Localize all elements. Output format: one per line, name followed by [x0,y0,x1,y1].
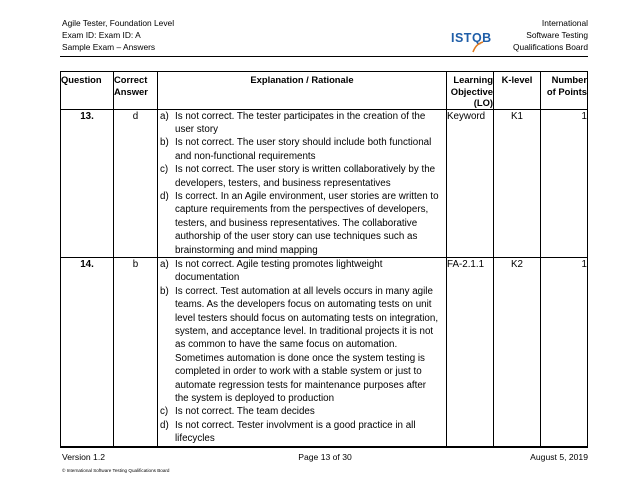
option-text: Is correct. Test automation at all levels occurs in many agile teams. As the developers focus on automating tests on unit level testers should focus on automating tests on integration, system, and acceptance level. In traditional projects it is not as common to have the same focus on automation. Sometimes automation is done once the system testing is completed in order to work with a stable system or just to automate regression tests for maintenance purposes after the system is deployed to production [175,285,439,405]
footer-date: August 5, 2019 [530,452,588,462]
header-left-line: Sample Exam – Answers [62,42,156,52]
option-text: Is not correct. The user story should include both functional and non-functional requirements [175,137,432,162]
option-letter: c) [160,406,169,418]
option-text: Is not correct. Agile testing promotes lightweight documentation [175,258,383,284]
option-item [158,405,446,418]
explanation-cell [158,257,447,446]
option-text: Is not correct. The tester participates in the creation of the user story [175,110,426,135]
option-item [158,258,446,285]
k-level: K1 [494,109,541,257]
question-number: 13. [61,109,114,257]
footer-divider [60,447,588,448]
option-letter: a) [160,258,169,270]
option-item [158,136,446,163]
header-divider [60,56,588,57]
option-item [158,190,446,257]
correct-answer: b [114,257,158,446]
option-text: Is not correct. The team decides [175,406,315,418]
option-item [158,163,446,190]
option-text: Is correct. In an Agile environment, user stories are written to capture requirements from the perspectives of developers, testers, and business representatives. The collaborative authorship of the user story can use techniques such as brainstorming and mind mapping [175,190,439,256]
header-right-line: International [541,18,588,28]
header-left [62,17,174,53]
footer-version: Version 1.2 [62,452,105,462]
answers-table [60,71,588,447]
table-row [61,257,588,446]
option-letter: a) [160,110,169,122]
option-item [158,110,446,137]
col-question: Question [61,72,114,110]
question-number: 14. [61,257,114,446]
option-letter: d) [160,419,169,431]
learning-objective: Keyword [447,109,494,257]
header-right-line: Software Testing [526,30,588,40]
learning-objective: FA-2.1.1 [447,257,494,446]
k-level: K2 [494,257,541,446]
option-letter: d) [160,190,169,202]
header-right [513,17,588,53]
istqb-logo [451,29,503,51]
option-letter: c) [160,164,169,176]
option-text: Is not correct. Tester involvment is a good practice in all lifecycles [175,419,416,445]
col-explanation: Explanation / Rationale [158,72,447,110]
table-header-row [61,72,588,110]
points: 1 [541,109,588,257]
header-left-line: Exam ID: Exam ID: A [62,30,141,40]
col-points: Number of Points [541,72,588,110]
col-learning-objective: Learning Objective (LO) [447,72,494,110]
correct-answer: d [114,109,158,257]
option-text: Is not correct. The user story is written collaboratively by the developers, testers, and business representatives [175,164,436,189]
table-row [61,109,588,257]
col-correct-answer: Correct Answer [114,72,158,110]
option-letter: b) [160,137,169,149]
header-left-line: Agile Tester, Foundation Level [62,18,175,28]
footer-page-number: Page 13 of 30 [298,452,352,462]
option-letter: b) [160,285,169,297]
points: 1 [541,257,588,446]
logo-text: ISTQB [451,31,492,45]
option-item [158,419,446,446]
logo-swoosh-icon [471,41,485,53]
option-item [158,285,446,406]
explanation-cell [158,109,447,257]
col-k-level: K-level [494,72,541,110]
header-right-line: Qualifications Board [513,42,588,52]
footer-copyright: © International Software Testing Qualifications Board [62,468,170,473]
